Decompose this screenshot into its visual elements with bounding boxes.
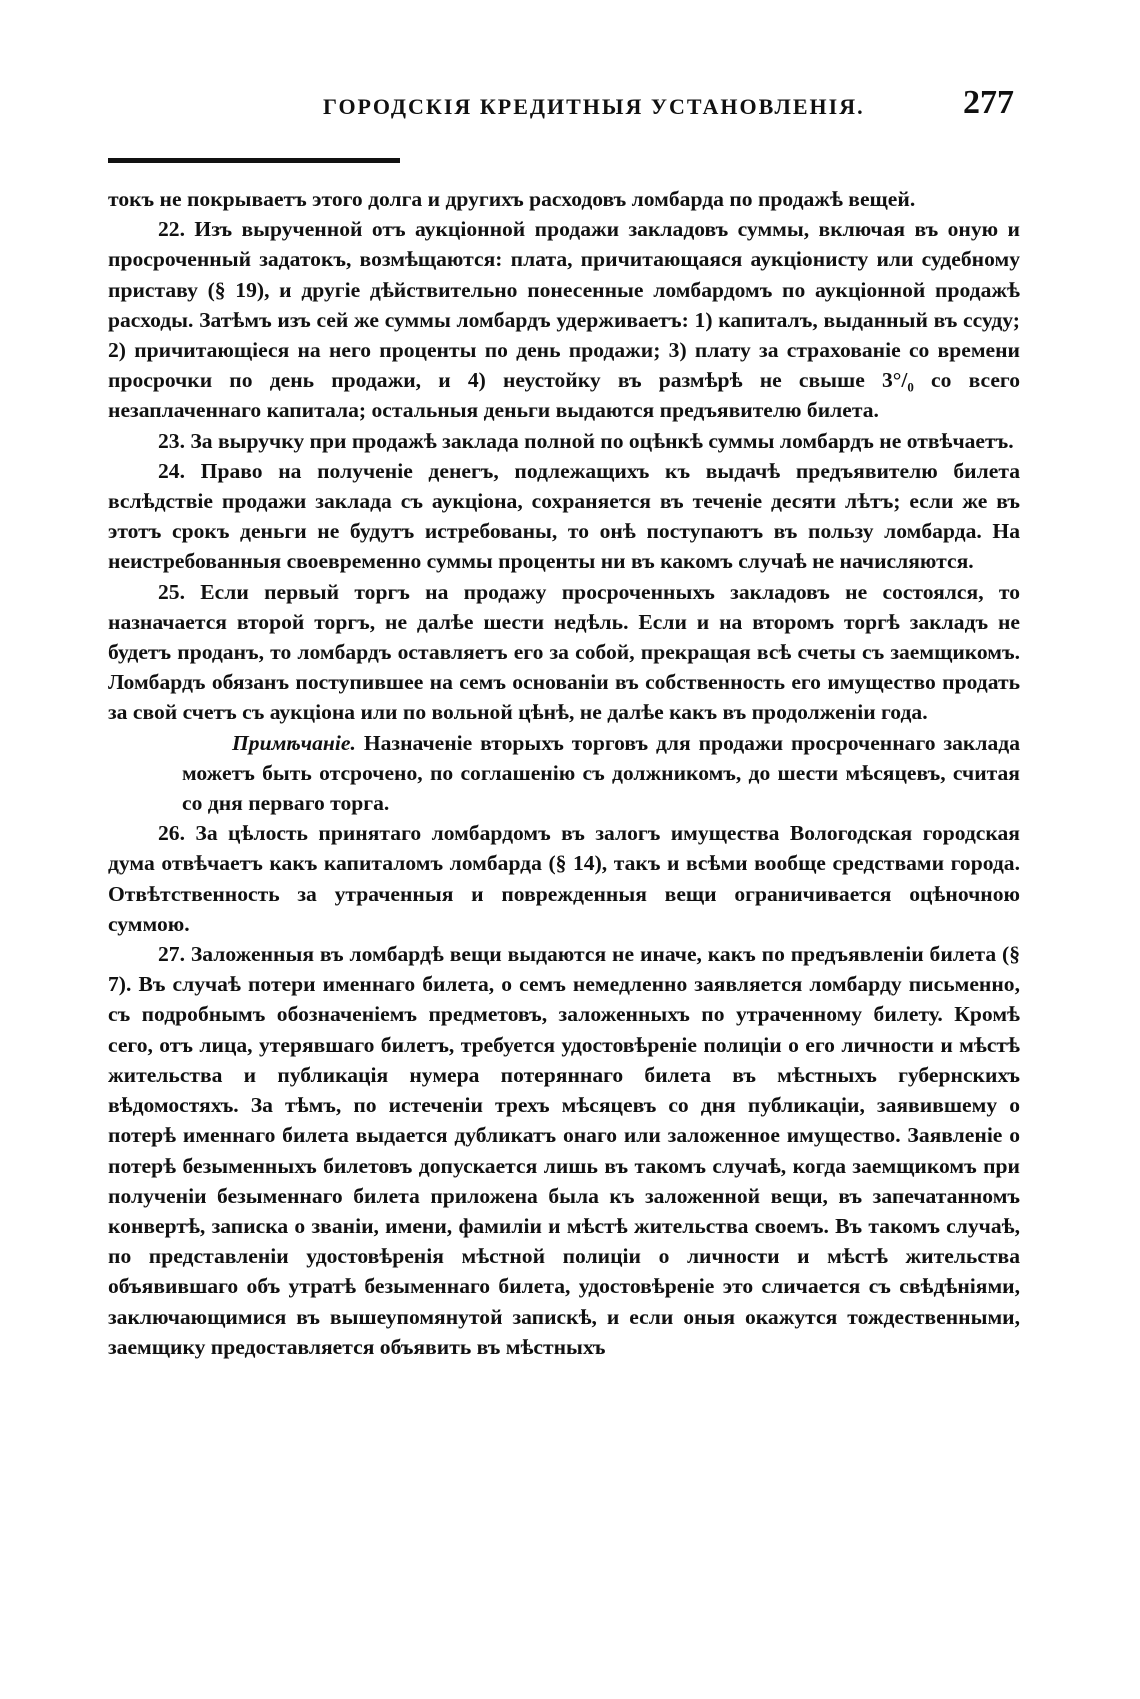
- note-label: Примѣчаніе.: [232, 730, 356, 755]
- paragraph-24: 24. Право на полученіе денегъ, подлежащихъ къ выдачѣ предъявителю билета вслѣдствіе продажи заклада съ аукціона, сохраняется въ теченіе десяти лѣтъ; если же въ этотъ срокъ деньги не будутъ истребованы, то онѣ поступаютъ въ пользу ломбарда. На неистребованныя своевременно суммы проценты ни въ какомъ случаѣ не начисляются.: [108, 458, 1020, 574]
- paragraph-25: 25. Если первый торгъ на продажу просроченныхъ закладовъ не состоялся, то назначается второй торгъ, не далѣе шести недѣль. Если и на второмъ торгѣ закладъ не будетъ проданъ, то ломбардъ оставляетъ его за собой, прекращая всѣ счеты съ заемщикомъ. Ломбардъ обязанъ поступившее на семъ основаніи въ собственность его имущество продать за свой счетъ съ аукціона или по вольной цѣнѣ, не далѣе какъ въ продолженіи года.: [108, 579, 1020, 725]
- body-text: [108, 184, 1020, 1362]
- paragraph-27: 27. Заложенныя въ ломбардѣ вещи выдаются не иначе, какъ по предъявленіи билета (§ 7). Въ случаѣ потери именнаго билета, о семъ немедленно заявляется ломбарду письменно, съ подробнымъ обозначеніемъ предметовъ, заложенныхъ по утраченному билету. Кромѣ сего, отъ лица, утерявшаго билетъ, требуется удостовѣреніе полиціи о его личности и мѣстѣ жительства и публикація нумера потеряннаго билета въ мѣстныхъ губернскихъ вѣдомостяхъ. За тѣмъ, по истеченіи трехъ мѣсяцевъ со дня публикаціи, заявившему о потерѣ именнаго билета выдается дубликатъ онаго или заложенное имущество. Заявленіе о потерѣ безыменныхъ билетовъ допускается лишь въ такомъ случаѣ, когда заемщикомъ при полученіи безыменнаго билета приложена была къ заложенной вещи, въ запечатанномъ конвертѣ, записка о званіи, имени, фамиліи и мѣстѣ жительства своемъ. Въ такомъ случаѣ, по представленіи удостовѣренія мѣстной полиціи о личности и мѣстѣ жительства объявившаго объ утратѣ безыменнаго билета, удостовѣреніе это сличается съ свѣдѣніями, заключающимися въ вышеупомянутой запискѣ, и если оныя окажутся тождественными, заемщику предоставляется объявить въ мѣстныхъ: [108, 942, 1020, 1359]
- paragraph-26: 26. За цѣлость принятаго ломбардомъ въ залогъ имущества Вологодская городская дума отвѣчаетъ какъ капиталомъ ломбарда (§ 14), такъ и всѣми вообще средствами города. Отвѣтственность за утраченныя и поврежденныя вещи ограничивается оцѣночною суммою.: [108, 821, 1020, 936]
- page-number: 277: [963, 84, 1014, 121]
- note-text: Назначеніе вторыхъ торговъ для продажи просроченнаго заклада можетъ быть отсрочено, по соглашенію съ должникомъ, до шести мѣсяцевъ, считая со дня перваго торга.: [182, 730, 1020, 816]
- paragraph-continuation: токъ не покрываетъ этого долга и другихъ расходовъ ломбарда по продажѣ вещей.: [108, 187, 916, 211]
- paragraph-23: 23. За выручку при продажѣ заклада полной по оцѣнкѣ суммы ломбардъ не отвѣчаетъ.: [158, 428, 1014, 453]
- page-header: [108, 84, 1020, 132]
- running-title: ГОРОДСКІЯ КРЕДИТНЫЯ УСТАНОВЛЕНІЯ.: [323, 94, 865, 119]
- header-rule: [108, 158, 400, 163]
- note-paragraph: [182, 728, 1020, 819]
- paragraph-22: 22. Изъ вырученной отъ аукціонной продажи закладовъ суммы, включая въ оную и просроченный задатокъ, возмѣщаются: плата, причитающаяся аукціонисту или судебному приставу (§ 19), и другіе дѣйствительно понесенные ломбардомъ по аукціонной продажѣ расходы. Затѣмъ изъ сей же суммы ломбардъ удерживаетъ: 1) капиталъ, выданный въ ссуду; 2) причитающіеся на него проценты по день продажи; 3) плату за страхованіе со времени просрочки по день продажи, и 4) неустойку въ размѣрѣ не свыше 3°/₀ со всего незаплаченнаго капитала; остальныя деньги выдаются предъявителю билета.: [108, 217, 1020, 423]
